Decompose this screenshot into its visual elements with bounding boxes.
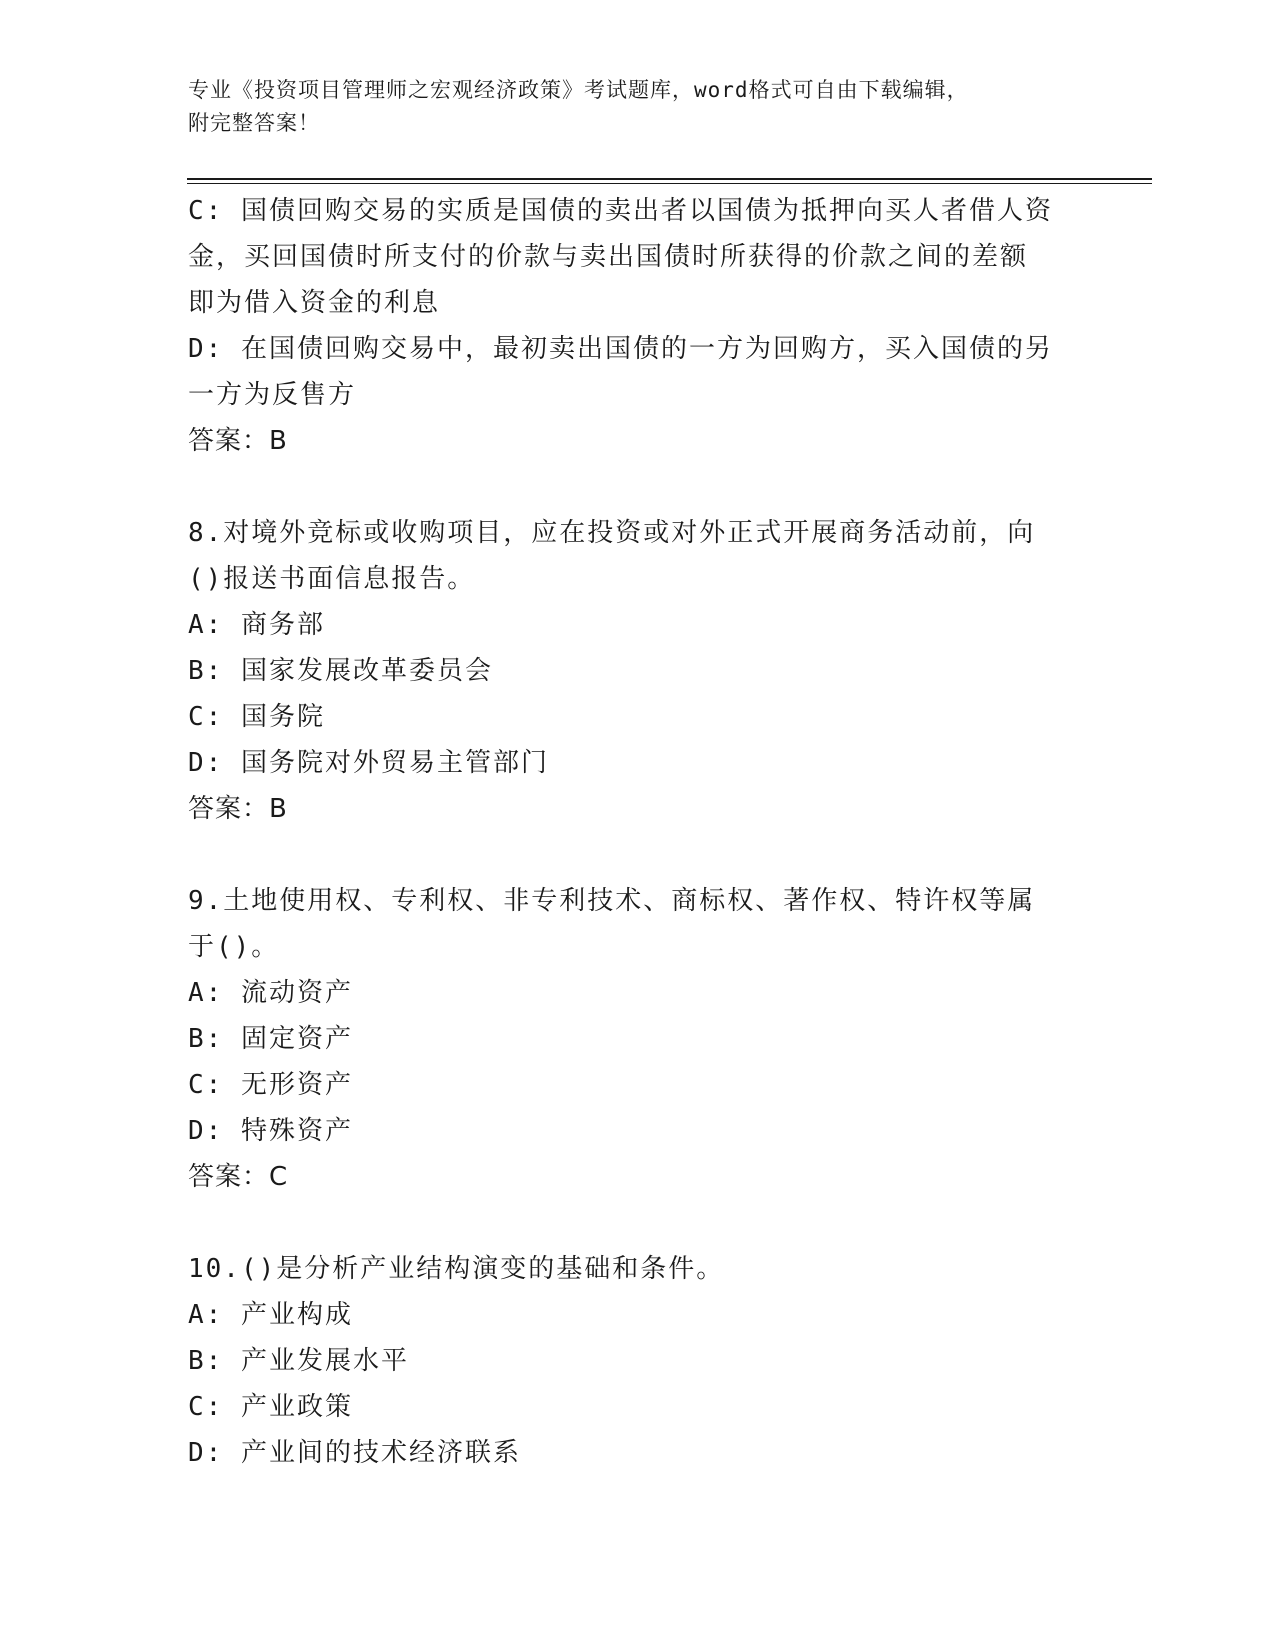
answer-q9: 答案：C xyxy=(188,1162,289,1192)
spacer xyxy=(188,1200,1088,1246)
header-line-1: 专业《投资项目管理师之宏观经济政策》考试题库，word格式可自由下载编辑， xyxy=(188,78,969,102)
option-d: D: 产业间的技术经济联系 xyxy=(188,1438,521,1468)
option-c: C: 无形资产 xyxy=(188,1070,353,1100)
question-8 xyxy=(188,510,1088,832)
option-a: A: 产业构成 xyxy=(188,1300,353,1330)
option-b: B: 国家发展改革委员会 xyxy=(188,656,493,686)
question-stem-line-2: 于()。 xyxy=(188,932,280,962)
option-d: D: 国务院对外贸易主管部门 xyxy=(188,748,549,778)
option-c-line-1: C: 国债回购交易的实质是国债的卖出者以国债为抵押向买人者借人资 xyxy=(188,196,1053,226)
option-a: A: 流动资产 xyxy=(188,978,353,1008)
option-b: B: 固定资产 xyxy=(188,1024,353,1054)
option-b: B: 产业发展水平 xyxy=(188,1346,409,1376)
answer-q8: 答案：B xyxy=(188,794,288,824)
question-10 xyxy=(188,1246,1088,1476)
option-c: C: 国务院 xyxy=(188,702,325,732)
header-rule-thin xyxy=(187,183,1152,184)
question-stem-line-2: ()报送书面信息报告。 xyxy=(188,564,476,594)
option-d: D: 特殊资产 xyxy=(188,1116,353,1146)
question-stem-line-1: 9.土地使用权、专利权、非专利技术、商标权、著作权、特许权等属 xyxy=(188,886,1036,916)
option-c: C: 产业政策 xyxy=(188,1392,353,1422)
question-stem-line-1: 8.对境外竞标或收购项目，应在投资或对外正式开展商务活动前，向 xyxy=(188,518,1036,548)
document-header xyxy=(188,74,1088,140)
document-body xyxy=(188,188,1088,1476)
header-rule-thick xyxy=(187,178,1152,180)
option-a: A: 商务部 xyxy=(188,610,325,640)
question-9 xyxy=(188,878,1088,1200)
option-c-line-3: 即为借入资金的利息 xyxy=(188,288,441,318)
spacer xyxy=(188,832,1088,878)
header-line-2: 附完整答案！ xyxy=(188,111,320,135)
option-d-line-2: 一方为反售方 xyxy=(188,380,357,410)
option-d-line-1: D: 在国债回购交易中，最初卖出国债的一方为回购方，买入国债的另 xyxy=(188,334,1053,364)
question-stem-line-1: 10.()是分析产业结构演变的基础和条件。 xyxy=(188,1254,725,1284)
answer-q7: 答案：B xyxy=(188,426,288,456)
option-c-line-2: 金，买回国债时所支付的价款与卖出国债时所获得的价款之间的差额 xyxy=(188,242,1029,272)
spacer xyxy=(188,464,1088,510)
question-7-tail xyxy=(188,188,1088,464)
